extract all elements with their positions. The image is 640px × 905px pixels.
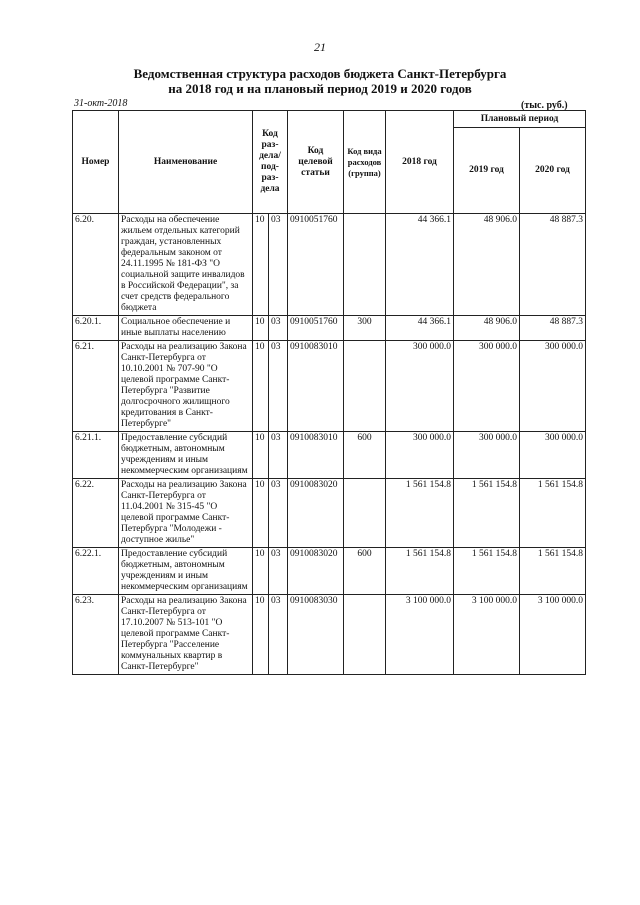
row-target-code: 0910083030 [288,595,344,675]
header-number: Номер [73,111,119,214]
header-2020: 2020 год [520,128,586,214]
row-value-2019: 1 561 154.8 [454,479,520,548]
table-row [73,341,586,432]
header-2019: 2019 год [454,128,520,214]
row-value-2020: 1 561 154.8 [520,479,586,548]
row-value-2018: 44 366.1 [386,214,454,316]
row-value-2020: 48 887.3 [520,214,586,316]
row-subsection-code: 03 [269,595,288,675]
header-section: Код раз-дела/ под-раз-дела [253,111,288,214]
title-line-1: Ведомственная структура расходов бюджета Санкт-Петербурга [133,66,507,81]
row-value-2020: 48 887.3 [520,316,586,341]
row-subsection-code: 03 [269,341,288,432]
row-target-code: 0910083010 [288,432,344,479]
row-value-2020: 300 000.0 [520,341,586,432]
row-number: 6.23. [73,595,119,675]
row-value-2018: 300 000.0 [386,432,454,479]
row-expense-type: 600 [344,548,386,595]
row-expense-type [344,341,386,432]
row-value-2019: 48 906.0 [454,214,520,316]
row-section-code: 10 [253,595,269,675]
document-date: 31-окт-2018 [74,98,128,109]
row-subsection-code: 03 [269,316,288,341]
page-number: 21 [314,40,326,54]
row-subsection-code: 03 [269,479,288,548]
row-subsection-code: 03 [269,548,288,595]
title-line-2: на 2018 год и на плановый период 2019 и 2020 годов [168,81,472,96]
row-section-code: 10 [253,548,269,595]
table-row [73,432,586,479]
row-expense-type: 300 [344,316,386,341]
table-row [73,548,586,595]
row-subsection-code: 03 [269,432,288,479]
row-value-2019: 48 906.0 [454,316,520,341]
table-body [73,214,586,675]
row-expense-type: 600 [344,432,386,479]
row-name: Расходы на реализацию Закона Санкт-Петербурга от 17.10.2007 № 513-101 "О целевой программе Санкт-Петербурга "Расселение коммунальных квартир в Санкт-Петербурге" [119,595,253,675]
row-name: Социальное обеспечение и иные выплаты населению [119,316,253,341]
row-number: 6.21. [73,341,119,432]
units-label: (тыс. руб.) [521,100,568,111]
header-expense-type: Код вида расходов (группа) [344,111,386,214]
row-section-code: 10 [253,479,269,548]
row-section-code: 10 [253,432,269,479]
row-name: Расходы на обеспечение жильем отдельных категорий граждан, установленных федеральным законом от 24.11.1995 № 181-ФЗ "О социальной защите инвалидов в Российской Федерации", за счет средств федерального бюджета [119,214,253,316]
row-name: Предоставление субсидий бюджетным, автономным учреждениям и иным некоммерческим организациям [119,432,253,479]
header-row [73,111,586,128]
row-value-2020: 300 000.0 [520,432,586,479]
row-number: 6.21.1. [73,432,119,479]
row-target-code: 0910083010 [288,341,344,432]
row-target-code: 0910051760 [288,214,344,316]
row-value-2019: 300 000.0 [454,432,520,479]
row-expense-type [344,479,386,548]
header-planned-period: Плановый период [454,111,586,128]
row-value-2018: 44 366.1 [386,316,454,341]
row-value-2018: 1 561 154.8 [386,548,454,595]
row-target-code: 0910051760 [288,316,344,341]
budget-table [72,110,586,675]
row-expense-type [344,214,386,316]
row-number: 6.20. [73,214,119,316]
row-target-code: 0910083020 [288,479,344,548]
row-name: Расходы на реализацию Закона Санкт-Петербурга от 11.04.2001 № 315-45 "О целевой программе Санкт-Петербурга "Молодежи - доступное жилье" [119,479,253,548]
table-row [73,316,586,341]
document-title [0,66,640,96]
row-name: Расходы на реализацию Закона Санкт-Петербурга от 10.10.2001 № 707-90 "О целевой программе Санкт-Петербурга "Развитие долгосрочного жилищного кредитования в Санкт-Петербурге" [119,341,253,432]
row-value-2018: 3 100 000.0 [386,595,454,675]
row-value-2019: 1 561 154.8 [454,548,520,595]
row-value-2018: 1 561 154.8 [386,479,454,548]
row-section-code: 10 [253,214,269,316]
table-row [73,214,586,316]
row-expense-type [344,595,386,675]
row-value-2018: 300 000.0 [386,341,454,432]
header-2018: 2018 год [386,111,454,214]
header-name: Наименование [119,111,253,214]
header-target: Код целевой статьи [288,111,344,214]
row-value-2019: 300 000.0 [454,341,520,432]
row-section-code: 10 [253,316,269,341]
row-name: Предоставление субсидий бюджетным, автономным учреждениям и иным некоммерческим организациям [119,548,253,595]
row-number: 6.22.1. [73,548,119,595]
row-value-2020: 3 100 000.0 [520,595,586,675]
row-value-2020: 1 561 154.8 [520,548,586,595]
row-value-2019: 3 100 000.0 [454,595,520,675]
row-subsection-code: 03 [269,214,288,316]
row-target-code: 0910083020 [288,548,344,595]
row-number: 6.20.1. [73,316,119,341]
row-section-code: 10 [253,341,269,432]
table-row [73,595,586,675]
row-number: 6.22. [73,479,119,548]
table-row [73,479,586,548]
